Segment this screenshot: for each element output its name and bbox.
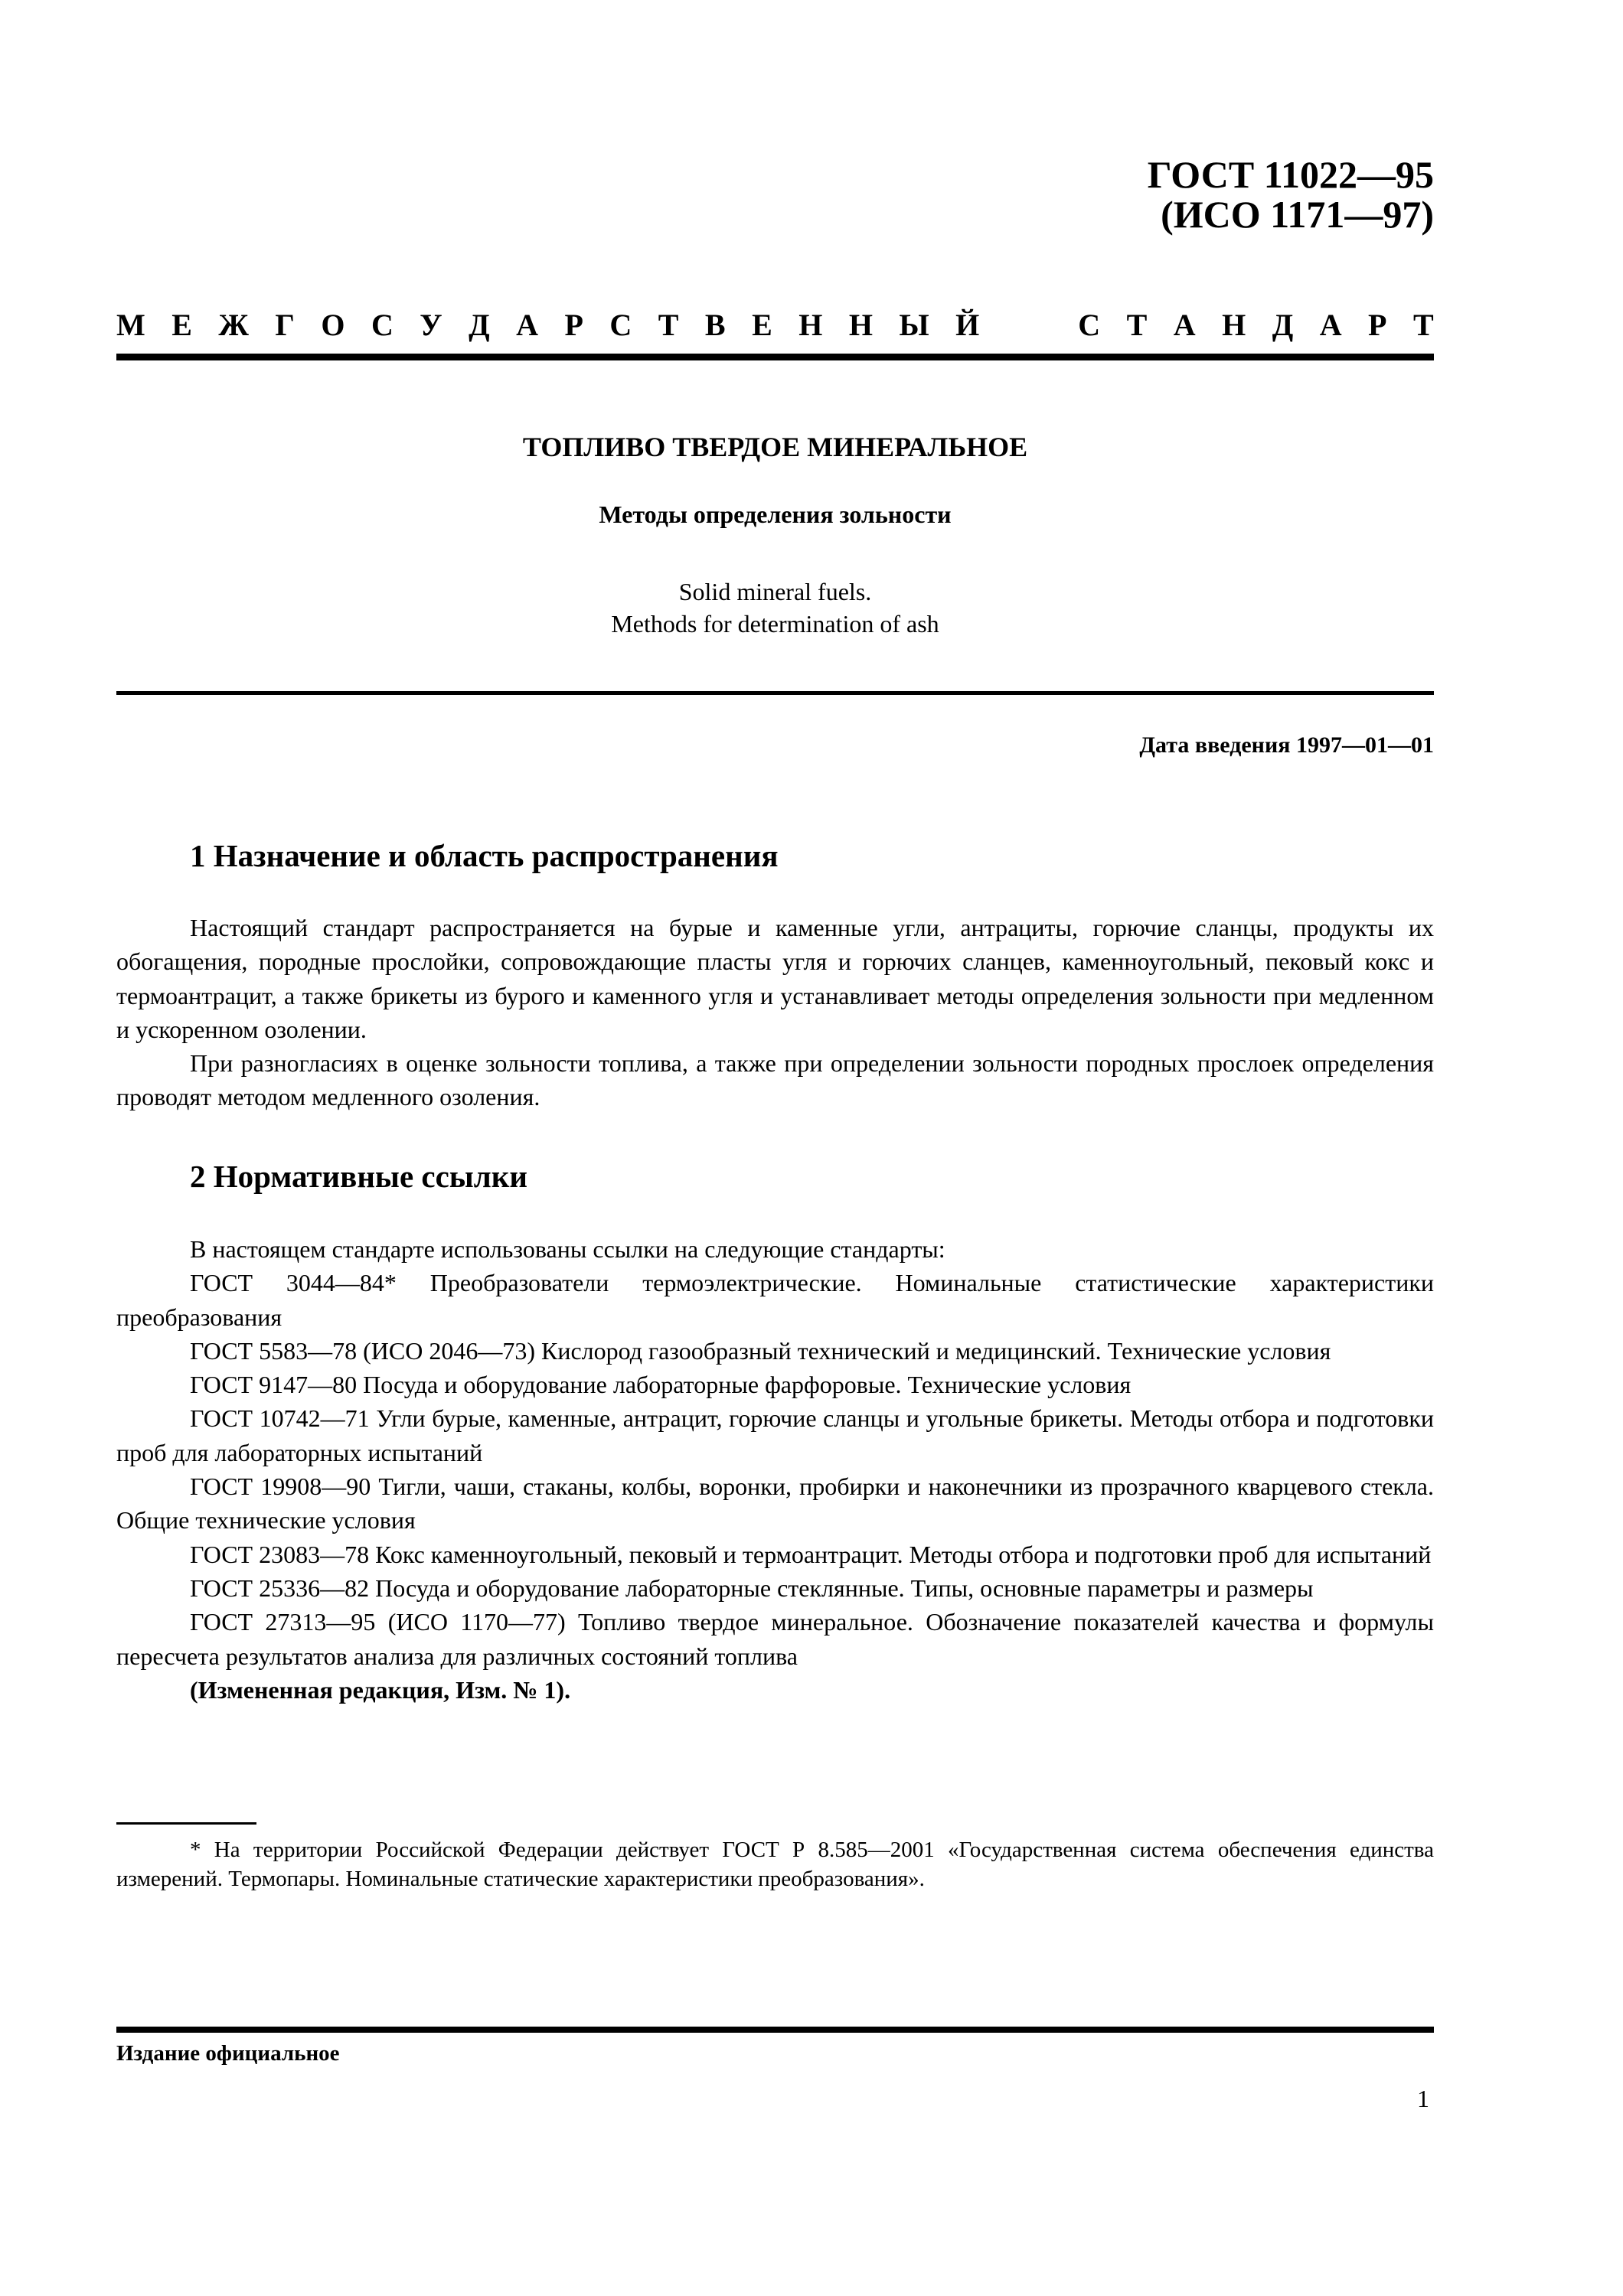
title-rule [116, 691, 1434, 695]
document-title: ТОПЛИВО ТВЕРДОЕ МИНЕРАЛЬНОЕ [522, 432, 1028, 462]
footnote-rule [116, 1822, 256, 1825]
gost-code [1148, 155, 1434, 234]
reference-item: ГОСТ 3044—84* Преобразователи термоэлектрические. Номинальные статистические характеристики преобразования [116, 1269, 1434, 1331]
paragraph: Настоящий стандарт распространяется на бурые и каменные угли, антрациты, горючие сланцы, продукты их обогащения, породные прослойки, сопровождающие пласты угля и горючих сланцев, каменноугольный, пековый кокс и термоантрацит, а также брикеты из бурого и каменного угля и устанавливает методы определения зольности при медленном и ускоренном озолении. [116, 914, 1434, 1043]
section-2-body [116, 1232, 1434, 1707]
footnote [116, 1835, 1434, 1893]
references-intro: В настоящем стандарте использованы ссылки на следующие стандарты: [190, 1235, 945, 1263]
iso-number: (ИСО 1171—97) [1161, 193, 1434, 236]
official-edition-label: Издание официальное [116, 2041, 340, 2066]
english-title-line2: Methods for determination of ash [611, 610, 939, 638]
reference-item: ГОСТ 5583—78 (ИСО 2046—73) Кислород газообразный технический и медицинский. Технические условия [190, 1336, 1331, 1365]
reference-item: ГОСТ 23083—78 Кокс каменноугольный, пековый и термоантрацит. Методы отбора и подготовки проб для испытаний [190, 1540, 1432, 1568]
english-title-line1: Solid mineral fuels. [678, 578, 872, 605]
section-1-heading: 1 Назначение и область распространения [190, 838, 779, 873]
reference-item: ГОСТ 25336—82 Посуда и оборудование лабораторные стеклянные. Типы, основные параметры и размеры [190, 1574, 1314, 1602]
banner-gap [1006, 306, 1052, 344]
section-1-body [116, 911, 1434, 1114]
reference-item: ГОСТ 9147—80 Посуда и оборудование лабораторные фарфоровые. Технические условия [190, 1371, 1132, 1399]
banner-rule [116, 354, 1434, 360]
reference-item: ГОСТ 19908—90 Тигли, чаши, стаканы, колбы, воронки, пробирки и наконечники из прозрачного кварцевого стекла. Общие технические условия [116, 1473, 1434, 1534]
introduction-date: Дата введения 1997—01—01 [1139, 732, 1434, 758]
standard-banner: М Е Ж Г О С У Д А Р С Т В Е Н Н Ы Й С Т А Н Д А Р Т [116, 306, 1434, 344]
amendment-note: (Измененная редакция, Изм. № 1). [190, 1675, 571, 1704]
footnote-text: * На территории Российской Федерации действует ГОСТ Р 8.585—2001 «Государственная система обеспечения единства измерений. Термопары. Номинальные статические характеристики преобразования». [116, 1838, 1434, 1891]
section-2-heading: 2 Нормативные ссылки [190, 1159, 528, 1194]
footer-rule [116, 2027, 1434, 2033]
gost-number: ГОСТ 11022—95 [1147, 153, 1434, 196]
english-title [116, 576, 1434, 640]
paragraph: При разногласиях в оценке зольности топлива, а также при определении зольности породных прослоек определения проводят методом медленного озоления. [116, 1049, 1434, 1111]
page-number: 1 [1417, 2085, 1429, 2112]
document-subtitle: Методы определения зольности [599, 501, 952, 528]
reference-item: ГОСТ 27313—95 (ИСО 1170—77) Топливо твердое минеральное. Обозначение показателей качества и формулы пересчета результатов анализа для различных состояний топлива [116, 1608, 1434, 1670]
reference-item: ГОСТ 10742—71 Угли бурые, каменные, антрацит, горючие сланцы и угольные брикеты. Методы отбора и подготовки проб для лабораторных испытаний [116, 1404, 1434, 1466]
